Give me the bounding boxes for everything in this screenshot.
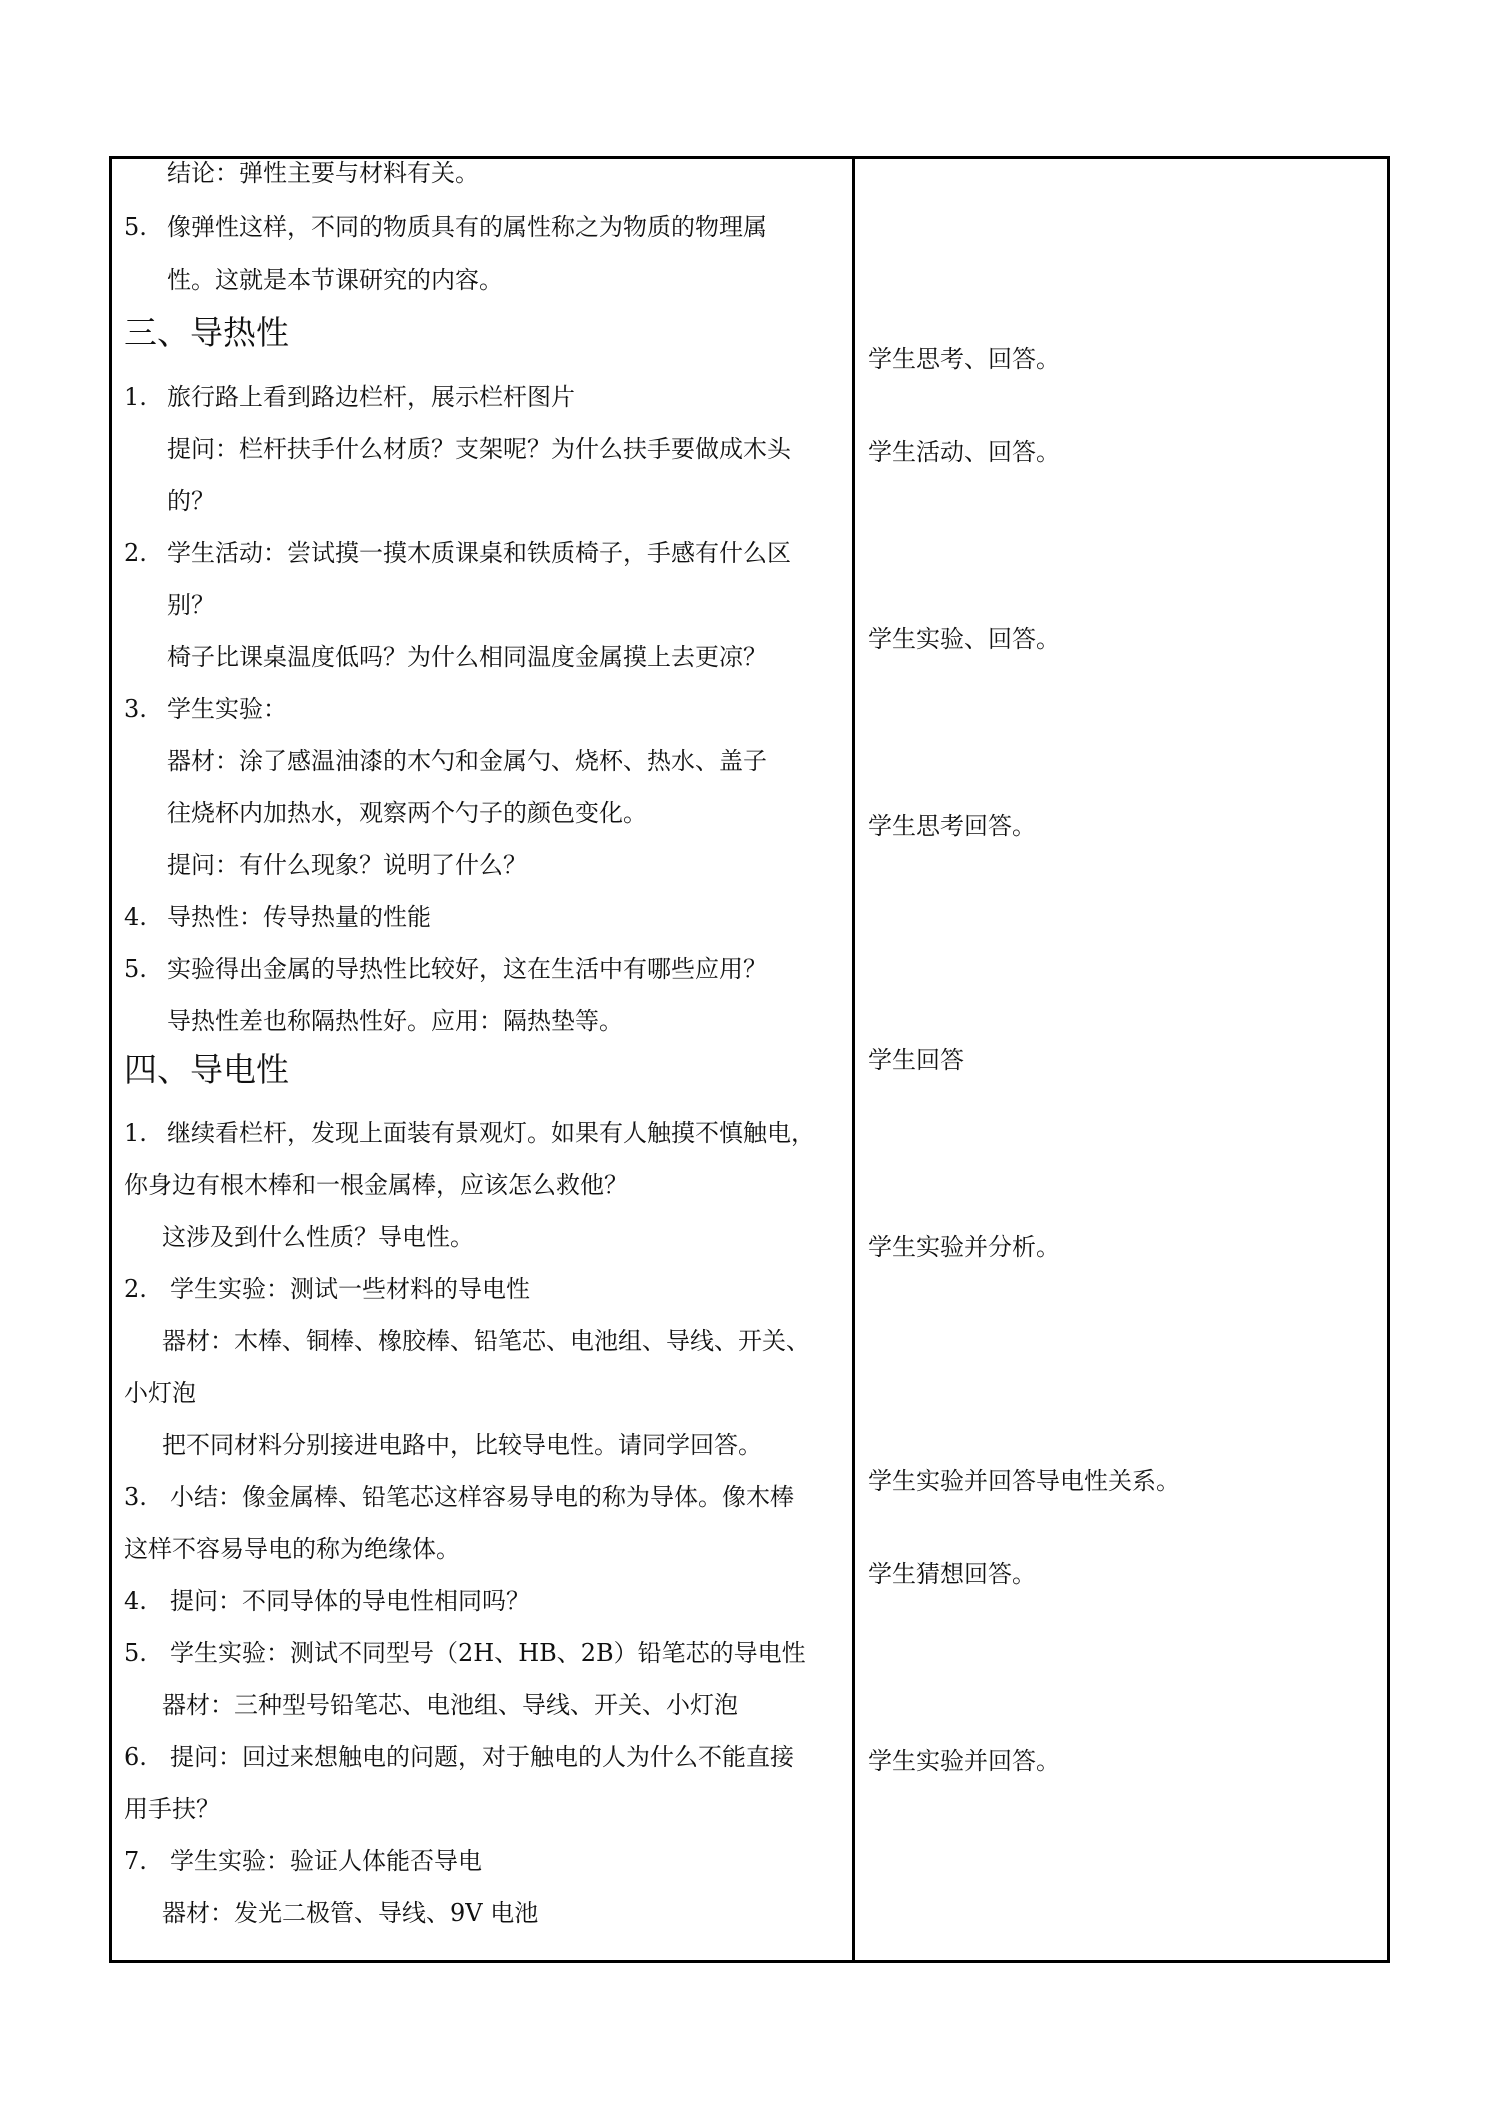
student-activity: 学生实验并回答。: [868, 1747, 1060, 1775]
item-number: 5.: [124, 1639, 147, 1667]
text-line: 把不同材料分别接进电路中，比较导电性。请同学回答。: [162, 1431, 762, 1459]
item-number: 5.: [124, 955, 147, 983]
text-line: 器材：发光二极管、导线、9V 电池: [162, 1899, 539, 1927]
student-activity: 学生思考回答。: [868, 812, 1036, 840]
text-line: 导热性：传导热量的性能: [167, 903, 431, 931]
item-number: 1.: [124, 1119, 147, 1147]
text-line: 学生实验：验证人体能否导电: [170, 1847, 482, 1875]
item-number: 4.: [124, 1587, 147, 1615]
text-line: 学生实验：: [167, 695, 287, 723]
item-number: 5.: [124, 213, 147, 241]
text-line: 学生实验：测试不同型号（2H、HB、2B）铅笔芯的导电性: [170, 1639, 806, 1667]
item-number: 2.: [124, 539, 147, 567]
text-line: 器材：木棒、铜棒、橡胶棒、铅笔芯、电池组、导线、开关、: [162, 1327, 810, 1355]
text-line: 像弹性这样，不同的物质具有的属性称之为物质的物理属: [167, 213, 767, 241]
text-line: 椅子比课桌温度低吗？为什么相同温度金属摸上去更凉？: [167, 643, 767, 671]
text-line: 旅行路上看到路边栏杆，展示栏杆图片: [167, 383, 575, 411]
text-line: 的？: [167, 487, 215, 515]
item-number: 4.: [124, 903, 147, 931]
text-line: 这样不容易导电的称为绝缘体。: [124, 1535, 460, 1563]
text-line: 小结：像金属棒、铅笔芯这样容易导电的称为导体。像木棒: [170, 1483, 794, 1511]
text-line: 你身边有根木棒和一根金属棒，应该怎么救他？: [124, 1171, 628, 1199]
column-divider: [852, 156, 855, 1963]
student-activity: 学生实验、回答。: [868, 625, 1060, 653]
text-line: 学生活动：尝试摸一摸木质课桌和铁质椅子，手感有什么区: [167, 539, 791, 567]
section-heading: 四、导电性: [124, 1050, 289, 1089]
section-heading: 三、导热性: [124, 313, 289, 352]
item-number: 6.: [124, 1743, 147, 1771]
student-activity: 学生思考、回答。: [868, 345, 1060, 373]
text-line: 往烧杯内加热水，观察两个勺子的颜色变化。: [167, 799, 647, 827]
item-number: 7.: [124, 1847, 147, 1875]
item-number: 2.: [124, 1275, 147, 1303]
text-line: 器材：涂了感温油漆的木勺和金属勺、烧杯、热水、盖子: [167, 747, 767, 775]
item-number: 1.: [124, 383, 147, 411]
student-activity: 学生实验并回答导电性关系。: [868, 1467, 1180, 1495]
text-line: 继续看栏杆，发现上面装有景观灯。如果有人触摸不慎触电，: [167, 1119, 815, 1147]
text-line: 器材：三种型号铅笔芯、电池组、导线、开关、小灯泡: [162, 1691, 738, 1719]
text-line: 导热性差也称隔热性好。应用：隔热垫等。: [167, 1007, 623, 1035]
item-number: 3.: [124, 1483, 147, 1511]
conclusion-line: 结论：弹性主要与材料有关。: [167, 159, 479, 187]
text-line: 实验得出金属的导热性比较好，这在生活中有哪些应用？: [167, 955, 767, 983]
text-line: 提问：回过来想触电的问题，对于触电的人为什么不能直接: [170, 1743, 794, 1771]
text-line: 性。这就是本节课研究的内容。: [167, 266, 503, 294]
text-line: 提问：有什么现象？说明了什么？: [167, 851, 527, 879]
text-line: 提问：栏杆扶手什么材质？支架呢？为什么扶手要做成木头: [167, 435, 791, 463]
text-line: 这涉及到什么性质？导电性。: [162, 1223, 474, 1251]
student-activity: 学生实验并分析。: [868, 1233, 1060, 1261]
item-number: 3.: [124, 695, 147, 723]
text-line: 小灯泡: [124, 1379, 196, 1407]
text-line: 提问：不同导体的导电性相同吗？: [170, 1587, 530, 1615]
text-line: 学生实验：测试一些材料的导电性: [170, 1275, 530, 1303]
student-activity: 学生回答: [868, 1046, 964, 1074]
student-activity: 学生活动、回答。: [868, 438, 1060, 466]
student-activity: 学生猜想回答。: [868, 1560, 1036, 1588]
text-line: 用手扶？: [124, 1795, 220, 1823]
text-line: 别？: [167, 591, 215, 619]
